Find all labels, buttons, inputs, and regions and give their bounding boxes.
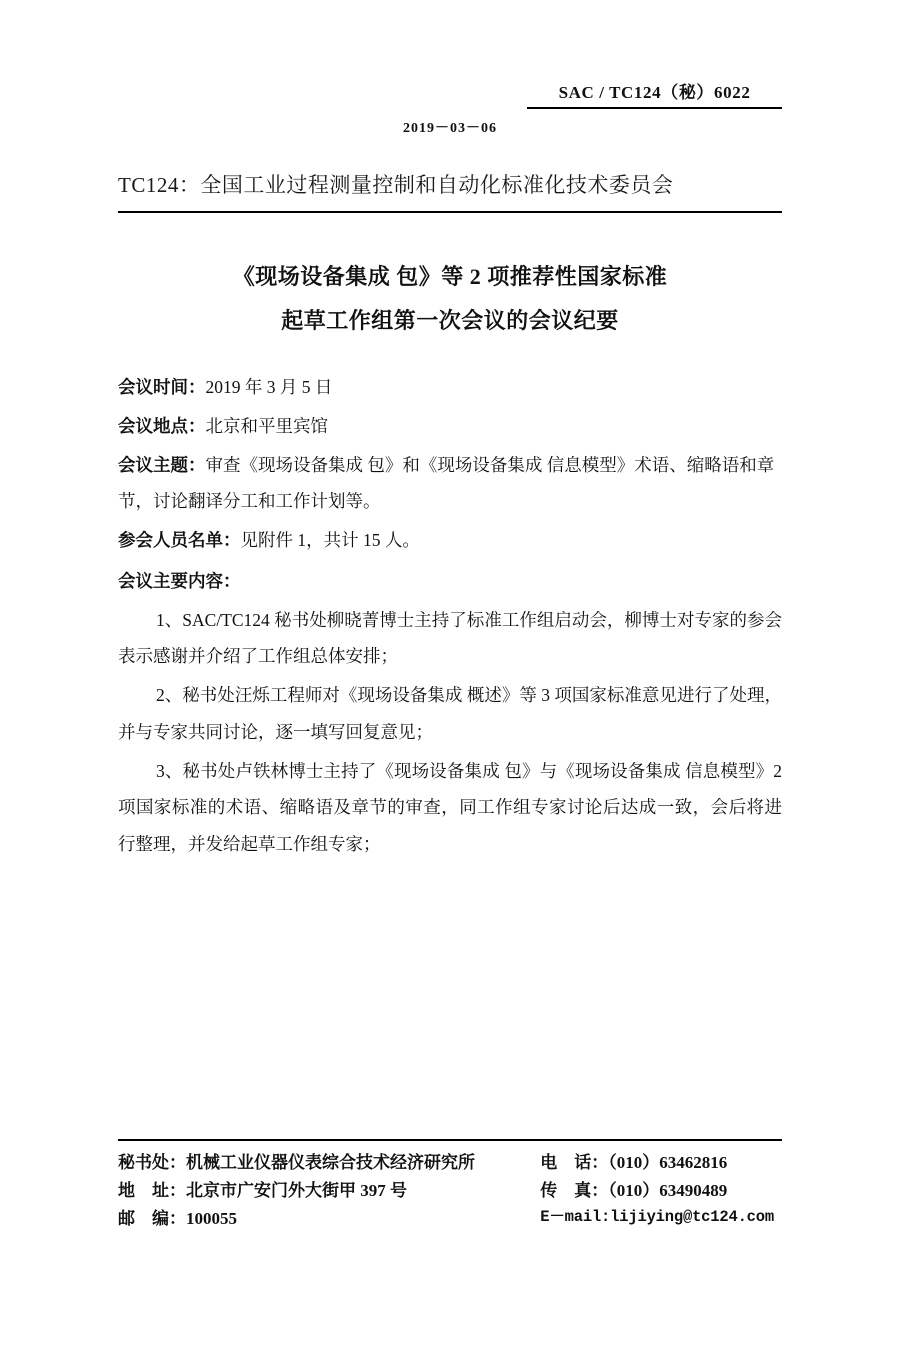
footer-phone-row [540, 1149, 774, 1177]
footer-divider [118, 1139, 782, 1141]
document-title [118, 255, 782, 343]
document-body [118, 369, 782, 863]
document-date: 2019－03－06 [403, 121, 497, 136]
document-page [0, 78, 900, 1351]
footer-fax-label: 传 真： [540, 1180, 609, 1200]
document-number-block [118, 78, 782, 137]
attendees-row [118, 522, 782, 559]
document-number: SAC / TC124（秘）6022 [527, 78, 782, 109]
main-content-label: 会议主要内容： [118, 570, 241, 591]
footer-left-block [118, 1149, 475, 1233]
content-item-2: 2、秘书处汪烁工程师对《现场设备集成 概述》等 3 项国家标准意见进行了处理，并与专家共同讨论，逐一填写回复意见； [118, 685, 782, 742]
header-divider [118, 211, 782, 213]
footer-phone-label: 电 话： [540, 1152, 609, 1172]
meeting-time-row [118, 369, 782, 406]
meeting-topic-row [118, 447, 782, 521]
content-item-1: 1、SAC/TC124 秘书处柳晓菁博士主持了标准工作组启动会，柳博士对专家的参会表示感谢并介绍了工作组总体安排； [118, 609, 782, 667]
footer-phone-value: （010）63462816 [608, 1152, 728, 1172]
footer-right-block [540, 1149, 782, 1233]
footer-postcode: 邮 编：100055 [118, 1208, 237, 1228]
meeting-topic-label: 会议主题： [118, 454, 206, 475]
footer-secretariat: 秘书处：机械工业仪器仪表综合技术经济研究所 [118, 1152, 475, 1172]
meeting-time-label: 会议时间： [118, 377, 206, 397]
document-footer [118, 1131, 782, 1233]
attendees-value: 见附件 1，共计 15 人。 [240, 530, 420, 550]
title-line-1: 《现场设备集成 包》等 2 项推荐性国家标准 [232, 264, 668, 289]
footer-fax-value: （010）63490489 [608, 1180, 728, 1200]
committee-name: TC124：全国工业过程测量控制和自动化标准化技术委员会 [118, 173, 674, 197]
meeting-time-value: 2019 年 3 月 5 日 [205, 377, 333, 397]
title-line-2: 起草工作组第一次会议的会议纪要 [281, 308, 619, 333]
footer-fax-row [540, 1177, 774, 1205]
attendees-label: 参会人员名单： [118, 530, 241, 550]
meeting-place-row [118, 408, 782, 445]
content-item-3: 3、秘书处卢铁林博士主持了《现场设备集成 包》与《现场设备集成 信息模型》2 项国家标准的术语、缩略语及章节的审查，同工作组专家讨论后达成一致，会后将进行整理，并发给起草工作组专家； [118, 760, 782, 854]
meeting-place-value: 北京和平里宾馆 [205, 415, 328, 436]
footer-address: 地 址：北京市广安门外大街甲 397 号 [118, 1180, 407, 1200]
meeting-topic-value: 审查《现场设备集成 包》和《现场设备集成 信息模型》术语、缩略语和章节，讨论翻译分工和工作计划等。 [118, 454, 775, 512]
footer-email: E－mail:lijiying@tc124.com [540, 1207, 774, 1226]
meeting-place-label: 会议地点： [118, 415, 206, 436]
